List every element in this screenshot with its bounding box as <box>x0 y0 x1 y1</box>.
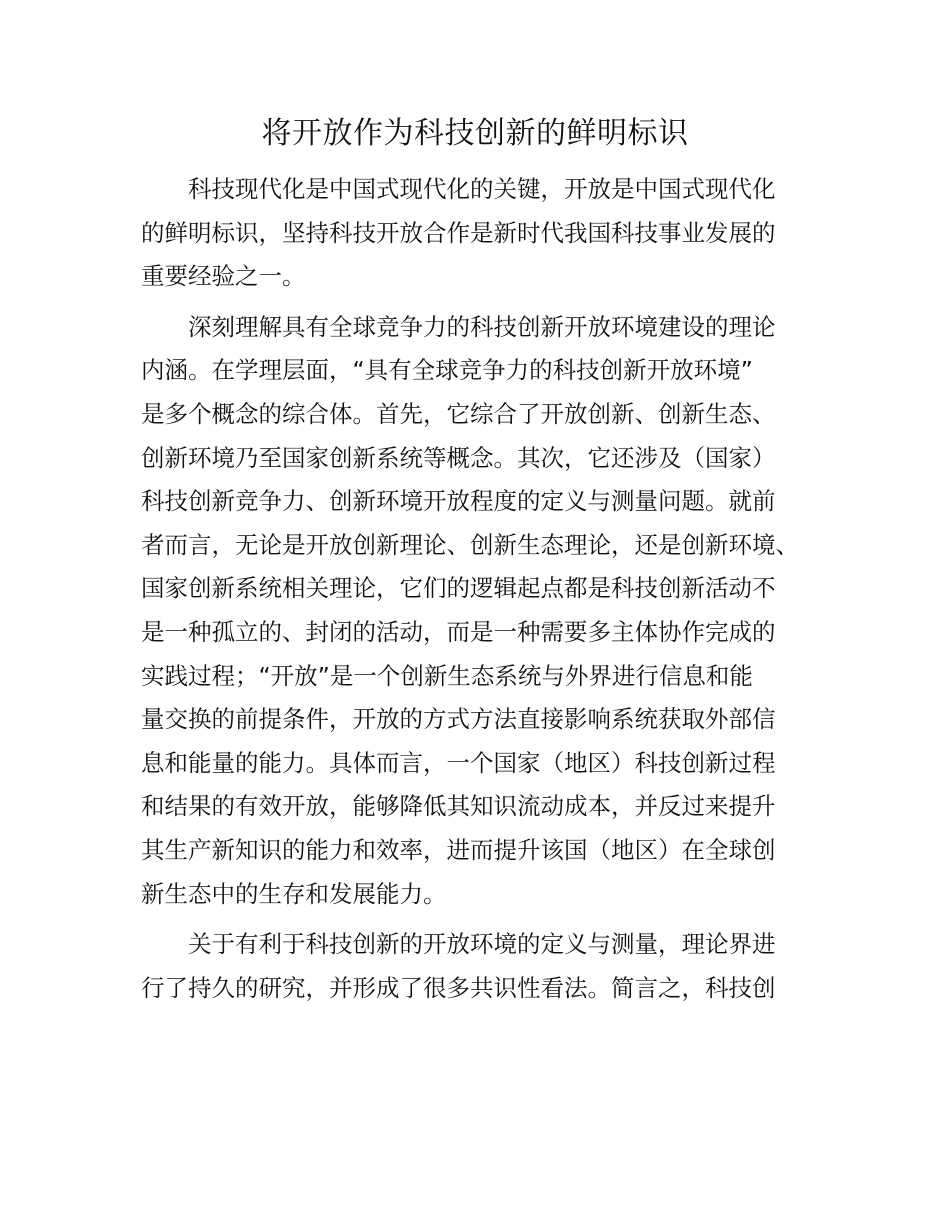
paragraph <box>141 306 817 916</box>
text-line: 其生产新知识的能力和效率，进而提升该国（地区）在全球创 <box>141 835 776 864</box>
text-line: 行了持久的研究，并形成了很多共识性看法。简言之，科技创 <box>141 973 776 1002</box>
text-line: 国家创新系统相关理论，它们的逻辑起点都是科技创新活动不 <box>141 574 776 603</box>
text-line: 关于有利于科技创新的开放环境的定义与测量，理论界进 <box>188 930 776 959</box>
text-line: 是一种孤立的、封闭的活动，而是一种需要多主体协作完成的 <box>141 617 776 646</box>
paragraph <box>141 168 817 299</box>
document-title: 将开放作为科技创新的鲜明标识 <box>261 116 689 151</box>
text-line: 和结果的有效开放，能够降低其知识流动成本，并反过来提升 <box>141 792 776 821</box>
text-line: 科技现代化是中国式现代化的关键，开放是中国式现代化 <box>188 175 776 203</box>
text-line: 重要经验之一。 <box>141 262 306 291</box>
text-line: 息和能量的能力。具体而言，一个国家（地区）科技创新过程 <box>141 748 776 777</box>
text-line: 是多个概念的综合体。首先，它综合了开放创新、创新生态、 <box>141 399 776 428</box>
text-line: 者而言，无论是开放创新理论、创新生态理论，还是创新环境、 <box>141 530 799 559</box>
paragraph <box>141 923 817 1010</box>
text-line: 创新环境乃至国家创新系统等概念。其次，它还涉及（国家） <box>141 443 776 472</box>
text-line: 科技创新竞争力、创新环境开放程度的定义与测量问题。就前 <box>141 487 776 516</box>
text-line: 的鲜明标识，坚持科技开放合作是新时代我国科技事业发展的 <box>141 218 776 247</box>
document-body <box>141 168 817 1017</box>
text-line: 深刻理解具有全球竞争力的科技创新开放环境建设的理论 <box>188 312 776 341</box>
text-line: 新生态中的生存和发展能力。 <box>141 879 447 908</box>
text-line: 内涵。在学理层面，“具有全球竞争力的科技创新开放环境” <box>141 356 753 385</box>
text-line: 量交换的前提条件，开放的方式方法直接影响系统获取外部信 <box>141 705 776 734</box>
text-line: 实践过程；“开放”是一个创新生态系统与外界进行信息和能 <box>141 661 753 690</box>
